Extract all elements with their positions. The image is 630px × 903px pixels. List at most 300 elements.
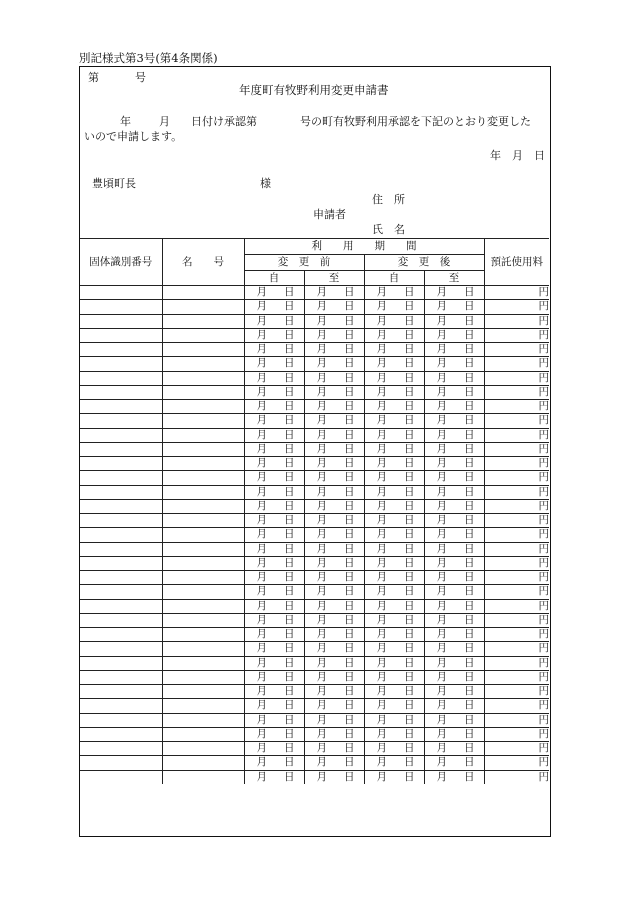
id-number-cell[interactable] (80, 670, 162, 684)
after-to-cell[interactable] (424, 685, 484, 699)
day-label: 日 (404, 414, 415, 427)
id-number-cell[interactable] (80, 542, 162, 556)
after-from-cell[interactable] (364, 542, 424, 556)
day-label: 日 (464, 343, 475, 356)
before-from-cell[interactable] (244, 300, 304, 314)
after-to-cell[interactable] (424, 300, 484, 314)
after-to-cell[interactable] (424, 670, 484, 684)
fee-cell[interactable] (484, 599, 549, 613)
fee-cell[interactable] (484, 742, 549, 756)
month-label: 月 (376, 613, 387, 626)
fee-cell[interactable] (484, 400, 549, 414)
month-label: 月 (316, 656, 327, 669)
before-from-cell[interactable] (244, 656, 304, 670)
day-label: 日 (344, 585, 355, 598)
before-from-cell[interactable] (244, 357, 304, 371)
id-number-cell[interactable] (80, 571, 162, 585)
fee-cell[interactable] (484, 485, 549, 499)
after-from-cell[interactable] (364, 528, 424, 542)
name-cell[interactable] (162, 685, 244, 699)
day-label: 日 (344, 300, 355, 313)
before-from-cell[interactable] (244, 699, 304, 713)
before-to-cell[interactable] (304, 756, 364, 770)
before-to-cell[interactable] (304, 628, 364, 642)
name-cell[interactable] (162, 499, 244, 513)
id-number-cell[interactable] (80, 442, 162, 456)
id-number-cell[interactable] (80, 685, 162, 699)
id-number-cell[interactable] (80, 756, 162, 770)
name-cell[interactable] (162, 727, 244, 741)
after-from-cell[interactable] (364, 328, 424, 342)
before-to-cell[interactable] (304, 742, 364, 756)
id-number-cell[interactable] (80, 300, 162, 314)
month-label: 月 (376, 656, 387, 669)
fee-cell[interactable] (484, 499, 549, 513)
after-to-cell[interactable] (424, 457, 484, 471)
yen-label: 円 (538, 357, 549, 370)
after-from-cell[interactable] (364, 442, 424, 456)
before-to-cell[interactable] (304, 556, 364, 570)
fee-cell[interactable] (484, 699, 549, 713)
after-from-cell[interactable] (364, 770, 424, 784)
after-to-cell[interactable] (424, 514, 484, 528)
name-label: 氏 名 (372, 223, 405, 236)
after-to-cell[interactable] (424, 599, 484, 613)
after-from-cell[interactable] (364, 385, 424, 399)
fee-cell[interactable] (484, 571, 549, 585)
after-to-cell[interactable] (424, 556, 484, 570)
fee-cell[interactable] (484, 328, 549, 342)
id-number-cell[interactable] (80, 357, 162, 371)
before-to-cell[interactable] (304, 542, 364, 556)
after-from-cell[interactable] (364, 514, 424, 528)
fee-cell[interactable] (484, 727, 549, 741)
name-cell[interactable] (162, 613, 244, 627)
before-to-cell[interactable] (304, 328, 364, 342)
after-to-cell[interactable] (424, 628, 484, 642)
id-number-cell[interactable] (80, 485, 162, 499)
fee-cell[interactable] (484, 300, 549, 314)
before-to-cell[interactable] (304, 385, 364, 399)
before-from-cell[interactable] (244, 343, 304, 357)
after-to-cell[interactable] (424, 328, 484, 342)
after-from-cell[interactable] (364, 343, 424, 357)
before-from-cell[interactable] (244, 528, 304, 542)
id-number-cell[interactable] (80, 400, 162, 414)
fee-cell[interactable] (484, 656, 549, 670)
yen-label: 円 (538, 385, 549, 398)
after-from-cell[interactable] (364, 571, 424, 585)
before-from-cell[interactable] (244, 328, 304, 342)
month-label: 月 (436, 670, 447, 683)
after-to-cell[interactable] (424, 699, 484, 713)
after-from-cell[interactable] (364, 713, 424, 727)
after-from-cell[interactable] (364, 613, 424, 627)
before-from-cell[interactable] (244, 471, 304, 485)
month-label: 月 (256, 414, 267, 427)
id-number-cell[interactable] (80, 314, 162, 328)
after-from-cell[interactable] (364, 357, 424, 371)
table-row (80, 428, 549, 442)
id-number-cell[interactable] (80, 528, 162, 542)
day-label: 日 (404, 457, 415, 470)
fee-cell[interactable] (484, 343, 549, 357)
name-cell[interactable] (162, 514, 244, 528)
name-cell[interactable] (162, 670, 244, 684)
after-from-cell[interactable] (364, 485, 424, 499)
table-row (80, 442, 549, 456)
after-to-cell[interactable] (424, 414, 484, 428)
name-cell[interactable] (162, 770, 244, 784)
yen-label: 円 (538, 414, 549, 427)
id-number-cell[interactable] (80, 514, 162, 528)
fee-cell[interactable] (484, 542, 549, 556)
day-label: 日 (404, 428, 415, 441)
name-cell[interactable] (162, 556, 244, 570)
fee-cell[interactable] (484, 756, 549, 770)
after-to-cell[interactable] (424, 585, 484, 599)
yen-label: 円 (538, 457, 549, 470)
after-from-cell[interactable] (364, 628, 424, 642)
after-from-cell[interactable] (364, 428, 424, 442)
before-to-cell[interactable] (304, 727, 364, 741)
after-from-cell[interactable] (364, 371, 424, 385)
fee-cell[interactable] (484, 585, 549, 599)
fee-cell[interactable] (484, 685, 549, 699)
before-from-cell[interactable] (244, 428, 304, 442)
before-from-cell[interactable] (244, 585, 304, 599)
name-cell[interactable] (162, 756, 244, 770)
after-to-cell[interactable] (424, 442, 484, 456)
after-to-cell[interactable] (424, 756, 484, 770)
id-number-cell[interactable] (80, 328, 162, 342)
after-from-cell[interactable] (364, 471, 424, 485)
day-label: 日 (284, 528, 295, 541)
after-to-cell[interactable] (424, 656, 484, 670)
after-from-cell[interactable] (364, 742, 424, 756)
before-from-cell[interactable] (244, 670, 304, 684)
id-number-cell[interactable] (80, 556, 162, 570)
id-number-cell[interactable] (80, 642, 162, 656)
name-cell[interactable] (162, 528, 244, 542)
fee-cell[interactable] (484, 613, 549, 627)
month-label: 月 (376, 485, 387, 498)
name-cell[interactable] (162, 371, 244, 385)
after-from-cell[interactable] (364, 414, 424, 428)
fee-cell[interactable] (484, 457, 549, 471)
after-to-cell[interactable] (424, 343, 484, 357)
before-from-cell[interactable] (244, 400, 304, 414)
fee-cell[interactable] (484, 471, 549, 485)
name-cell[interactable] (162, 542, 244, 556)
before-from-cell[interactable] (244, 499, 304, 513)
id-number-cell[interactable] (80, 656, 162, 670)
before-to-cell[interactable] (304, 499, 364, 513)
before-to-cell[interactable] (304, 371, 364, 385)
approval-year: 年 (120, 115, 131, 128)
name-cell[interactable] (162, 343, 244, 357)
id-number-cell[interactable] (80, 742, 162, 756)
month-label: 月 (316, 314, 327, 327)
name-cell[interactable] (162, 300, 244, 314)
before-to-cell[interactable] (304, 314, 364, 328)
before-from-cell[interactable] (244, 414, 304, 428)
name-cell[interactable] (162, 628, 244, 642)
day-label: 日 (284, 385, 295, 398)
id-number-cell[interactable] (80, 585, 162, 599)
after-from-cell[interactable] (364, 642, 424, 656)
before-from-cell[interactable] (244, 457, 304, 471)
name-cell[interactable] (162, 585, 244, 599)
table-row (80, 699, 549, 713)
name-cell[interactable] (162, 599, 244, 613)
after-from-cell[interactable] (364, 286, 424, 300)
month-label: 月 (256, 727, 267, 740)
day-label: 日 (404, 699, 415, 712)
fee-cell[interactable] (484, 442, 549, 456)
after-to-cell[interactable] (424, 571, 484, 585)
name-cell[interactable] (162, 414, 244, 428)
before-to-cell[interactable] (304, 528, 364, 542)
before-to-cell[interactable] (304, 357, 364, 371)
id-number-cell[interactable] (80, 727, 162, 741)
id-number-cell[interactable] (80, 713, 162, 727)
change-table (80, 238, 549, 784)
header-after-to: 至 (424, 271, 484, 286)
after-from-cell[interactable] (364, 685, 424, 699)
fee-cell[interactable] (484, 385, 549, 399)
before-to-cell[interactable] (304, 300, 364, 314)
id-number-cell[interactable] (80, 343, 162, 357)
day-label: 日 (284, 457, 295, 470)
fee-cell[interactable] (484, 314, 549, 328)
month-label: 月 (376, 742, 387, 755)
before-from-cell[interactable] (244, 371, 304, 385)
fee-cell[interactable] (484, 770, 549, 784)
fee-cell[interactable] (484, 556, 549, 570)
id-number-cell[interactable] (80, 428, 162, 442)
after-to-cell[interactable] (424, 385, 484, 399)
fee-cell[interactable] (484, 528, 549, 542)
table-row (80, 656, 549, 670)
month-label: 月 (316, 428, 327, 441)
before-from-cell[interactable] (244, 713, 304, 727)
before-to-cell[interactable] (304, 471, 364, 485)
before-to-cell[interactable] (304, 670, 364, 684)
table-row (80, 642, 549, 656)
before-from-cell[interactable] (244, 485, 304, 499)
before-to-cell[interactable] (304, 585, 364, 599)
day-label: 日 (464, 756, 475, 769)
id-number-cell[interactable] (80, 699, 162, 713)
before-from-cell[interactable] (244, 770, 304, 784)
after-to-cell[interactable] (424, 742, 484, 756)
yen-label: 円 (538, 343, 549, 356)
after-to-cell[interactable] (424, 428, 484, 442)
after-from-cell[interactable] (364, 300, 424, 314)
before-from-cell[interactable] (244, 314, 304, 328)
before-from-cell[interactable] (244, 727, 304, 741)
after-to-cell[interactable] (424, 528, 484, 542)
before-to-cell[interactable] (304, 286, 364, 300)
id-number-cell[interactable] (80, 414, 162, 428)
before-to-cell[interactable] (304, 642, 364, 656)
before-from-cell[interactable] (244, 628, 304, 642)
id-number-cell[interactable] (80, 499, 162, 513)
before-to-cell[interactable] (304, 514, 364, 528)
after-to-cell[interactable] (424, 286, 484, 300)
name-cell[interactable] (162, 656, 244, 670)
fee-cell[interactable] (484, 414, 549, 428)
after-from-cell[interactable] (364, 756, 424, 770)
before-from-cell[interactable] (244, 385, 304, 399)
before-to-cell[interactable] (304, 599, 364, 613)
before-to-cell[interactable] (304, 656, 364, 670)
name-cell[interactable] (162, 713, 244, 727)
name-cell[interactable] (162, 400, 244, 414)
before-from-cell[interactable] (244, 599, 304, 613)
after-from-cell[interactable] (364, 457, 424, 471)
month-label: 月 (436, 642, 447, 655)
after-to-cell[interactable] (424, 642, 484, 656)
after-to-cell[interactable] (424, 314, 484, 328)
day-label: 日 (464, 770, 475, 783)
name-cell[interactable] (162, 699, 244, 713)
fee-cell[interactable] (484, 514, 549, 528)
fee-cell[interactable] (484, 628, 549, 642)
before-to-cell[interactable] (304, 442, 364, 456)
after-to-cell[interactable] (424, 613, 484, 627)
after-from-cell[interactable] (364, 599, 424, 613)
before-from-cell[interactable] (244, 442, 304, 456)
after-from-cell[interactable] (364, 314, 424, 328)
after-to-cell[interactable] (424, 713, 484, 727)
after-to-cell[interactable] (424, 471, 484, 485)
before-to-cell[interactable] (304, 685, 364, 699)
before-to-cell[interactable] (304, 485, 364, 499)
id-number-cell[interactable] (80, 599, 162, 613)
after-to-cell[interactable] (424, 727, 484, 741)
before-from-cell[interactable] (244, 642, 304, 656)
before-to-cell[interactable] (304, 770, 364, 784)
before-to-cell[interactable] (304, 571, 364, 585)
after-from-cell[interactable] (364, 585, 424, 599)
before-to-cell[interactable] (304, 713, 364, 727)
fee-cell[interactable] (484, 428, 549, 442)
before-to-cell[interactable] (304, 428, 364, 442)
after-from-cell[interactable] (364, 727, 424, 741)
before-to-cell[interactable] (304, 457, 364, 471)
month-label: 月 (256, 628, 267, 641)
month-label: 月 (436, 514, 447, 527)
name-cell[interactable] (162, 428, 244, 442)
before-to-cell[interactable] (304, 613, 364, 627)
after-to-cell[interactable] (424, 400, 484, 414)
before-from-cell[interactable] (244, 556, 304, 570)
month-label: 月 (316, 371, 327, 384)
before-to-cell[interactable] (304, 699, 364, 713)
fee-cell[interactable] (484, 670, 549, 684)
day-label: 日 (464, 514, 475, 527)
after-to-cell[interactable] (424, 499, 484, 513)
name-cell[interactable] (162, 471, 244, 485)
before-from-cell[interactable] (244, 742, 304, 756)
before-from-cell[interactable] (244, 685, 304, 699)
name-cell[interactable] (162, 328, 244, 342)
name-cell[interactable] (162, 571, 244, 585)
after-to-cell[interactable] (424, 357, 484, 371)
after-from-cell[interactable] (364, 699, 424, 713)
name-cell[interactable] (162, 385, 244, 399)
day-label: 日 (284, 514, 295, 527)
name-cell[interactable] (162, 314, 244, 328)
month-label: 月 (436, 599, 447, 612)
id-number-cell[interactable] (80, 371, 162, 385)
id-number-cell[interactable] (80, 385, 162, 399)
after-to-cell[interactable] (424, 371, 484, 385)
month-label: 月 (436, 371, 447, 384)
table-row (80, 713, 549, 727)
after-from-cell[interactable] (364, 656, 424, 670)
before-from-cell[interactable] (244, 286, 304, 300)
after-to-cell[interactable] (424, 542, 484, 556)
before-from-cell[interactable] (244, 514, 304, 528)
id-number-cell[interactable] (80, 457, 162, 471)
before-from-cell[interactable] (244, 571, 304, 585)
table-row (80, 300, 549, 314)
fee-cell[interactable] (484, 286, 549, 300)
name-cell[interactable] (162, 485, 244, 499)
after-to-cell[interactable] (424, 485, 484, 499)
before-from-cell[interactable] (244, 756, 304, 770)
id-number-cell[interactable] (80, 770, 162, 784)
name-cell[interactable] (162, 286, 244, 300)
name-cell[interactable] (162, 742, 244, 756)
name-cell[interactable] (162, 642, 244, 656)
id-number-cell[interactable] (80, 613, 162, 627)
before-to-cell[interactable] (304, 414, 364, 428)
table-row (80, 286, 549, 300)
submission-day: 日 (534, 149, 545, 162)
after-from-cell[interactable] (364, 400, 424, 414)
yen-label: 円 (538, 727, 549, 740)
fee-cell[interactable] (484, 713, 549, 727)
after-to-cell[interactable] (424, 770, 484, 784)
fee-cell[interactable] (484, 371, 549, 385)
day-label: 日 (284, 571, 295, 584)
id-number-cell[interactable] (80, 628, 162, 642)
name-cell[interactable] (162, 442, 244, 456)
name-cell[interactable] (162, 357, 244, 371)
day-label: 日 (284, 670, 295, 683)
fee-cell[interactable] (484, 642, 549, 656)
before-from-cell[interactable] (244, 542, 304, 556)
name-cell[interactable] (162, 457, 244, 471)
month-label: 月 (376, 343, 387, 356)
after-from-cell[interactable] (364, 556, 424, 570)
before-to-cell[interactable] (304, 343, 364, 357)
fee-cell[interactable] (484, 357, 549, 371)
yen-label: 円 (538, 314, 549, 327)
after-from-cell[interactable] (364, 670, 424, 684)
month-label: 月 (256, 457, 267, 470)
after-from-cell[interactable] (364, 499, 424, 513)
before-from-cell[interactable] (244, 613, 304, 627)
id-number-cell[interactable] (80, 286, 162, 300)
day-label: 日 (404, 471, 415, 484)
before-to-cell[interactable] (304, 400, 364, 414)
id-number-cell[interactable] (80, 471, 162, 485)
